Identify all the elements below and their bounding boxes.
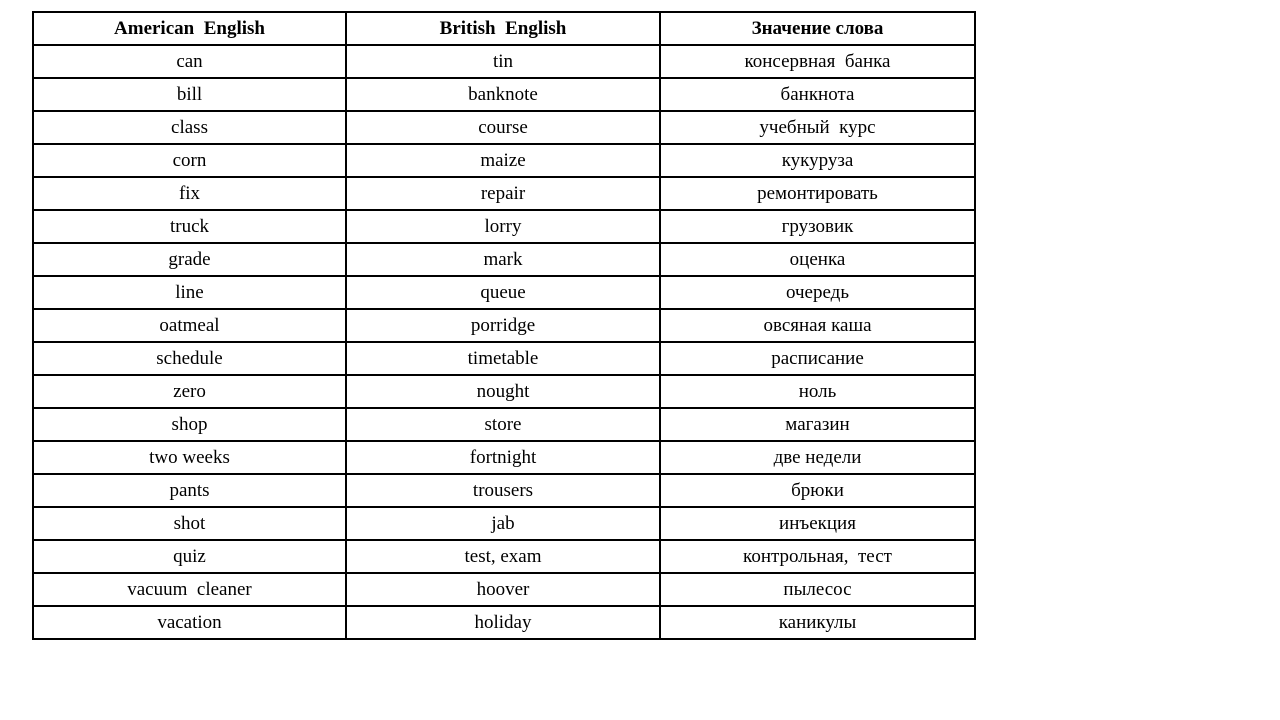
meaning-cell: учебный курс: [660, 111, 975, 144]
table-row: [33, 606, 975, 639]
british-word-cell: timetable: [346, 342, 660, 375]
table-row: [33, 474, 975, 507]
british-word-cell: lorry: [346, 210, 660, 243]
american-word-cell: corn: [33, 144, 346, 177]
british-word-cell: queue: [346, 276, 660, 309]
british-word-cell: trousers: [346, 474, 660, 507]
meaning-cell: овсяная каша: [660, 309, 975, 342]
meaning-cell: консервная банка: [660, 45, 975, 78]
table-body: [33, 45, 975, 639]
british-word-cell: fortnight: [346, 441, 660, 474]
vocabulary-table: [32, 11, 976, 640]
american-word-cell: schedule: [33, 342, 346, 375]
british-word-cell: repair: [346, 177, 660, 210]
meaning-cell: расписание: [660, 342, 975, 375]
header-word-meaning: Значение слова: [660, 12, 975, 45]
meaning-cell: две недели: [660, 441, 975, 474]
british-word-cell: porridge: [346, 309, 660, 342]
table-row: [33, 144, 975, 177]
american-word-cell: can: [33, 45, 346, 78]
meaning-cell: ремонтировать: [660, 177, 975, 210]
meaning-cell: банкнота: [660, 78, 975, 111]
british-word-cell: jab: [346, 507, 660, 540]
american-word-cell: grade: [33, 243, 346, 276]
american-word-cell: vacation: [33, 606, 346, 639]
table-row: [33, 573, 975, 606]
meaning-cell: грузовик: [660, 210, 975, 243]
british-word-cell: nought: [346, 375, 660, 408]
american-word-cell: truck: [33, 210, 346, 243]
table-row: [33, 276, 975, 309]
american-word-cell: shot: [33, 507, 346, 540]
meaning-cell: каникулы: [660, 606, 975, 639]
meaning-cell: брюки: [660, 474, 975, 507]
american-word-cell: two weeks: [33, 441, 346, 474]
british-word-cell: maize: [346, 144, 660, 177]
british-word-cell: banknote: [346, 78, 660, 111]
table-row: [33, 111, 975, 144]
header-american-english: American English: [33, 12, 346, 45]
british-word-cell: store: [346, 408, 660, 441]
british-word-cell: hoover: [346, 573, 660, 606]
american-word-cell: pants: [33, 474, 346, 507]
american-word-cell: quiz: [33, 540, 346, 573]
american-word-cell: shop: [33, 408, 346, 441]
british-word-cell: mark: [346, 243, 660, 276]
table-row: [33, 441, 975, 474]
american-word-cell: zero: [33, 375, 346, 408]
meaning-cell: магазин: [660, 408, 975, 441]
table-row: [33, 342, 975, 375]
american-word-cell: oatmeal: [33, 309, 346, 342]
table-row: [33, 78, 975, 111]
table-row: [33, 210, 975, 243]
table-row: [33, 45, 975, 78]
table-row: [33, 408, 975, 441]
meaning-cell: очередь: [660, 276, 975, 309]
header-british-english: British English: [346, 12, 660, 45]
table-row: [33, 507, 975, 540]
meaning-cell: оценка: [660, 243, 975, 276]
table-row: [33, 375, 975, 408]
british-word-cell: holiday: [346, 606, 660, 639]
table-row: [33, 540, 975, 573]
table-header-row: [33, 12, 975, 45]
table-row: [33, 243, 975, 276]
american-word-cell: line: [33, 276, 346, 309]
british-word-cell: tin: [346, 45, 660, 78]
meaning-cell: кукуруза: [660, 144, 975, 177]
american-word-cell: vacuum cleaner: [33, 573, 346, 606]
table-row: [33, 177, 975, 210]
meaning-cell: пылесос: [660, 573, 975, 606]
american-word-cell: bill: [33, 78, 346, 111]
american-word-cell: class: [33, 111, 346, 144]
table-row: [33, 309, 975, 342]
meaning-cell: контрольная, тест: [660, 540, 975, 573]
meaning-cell: ноль: [660, 375, 975, 408]
american-word-cell: fix: [33, 177, 346, 210]
british-word-cell: test, exam: [346, 540, 660, 573]
meaning-cell: инъекция: [660, 507, 975, 540]
british-word-cell: course: [346, 111, 660, 144]
